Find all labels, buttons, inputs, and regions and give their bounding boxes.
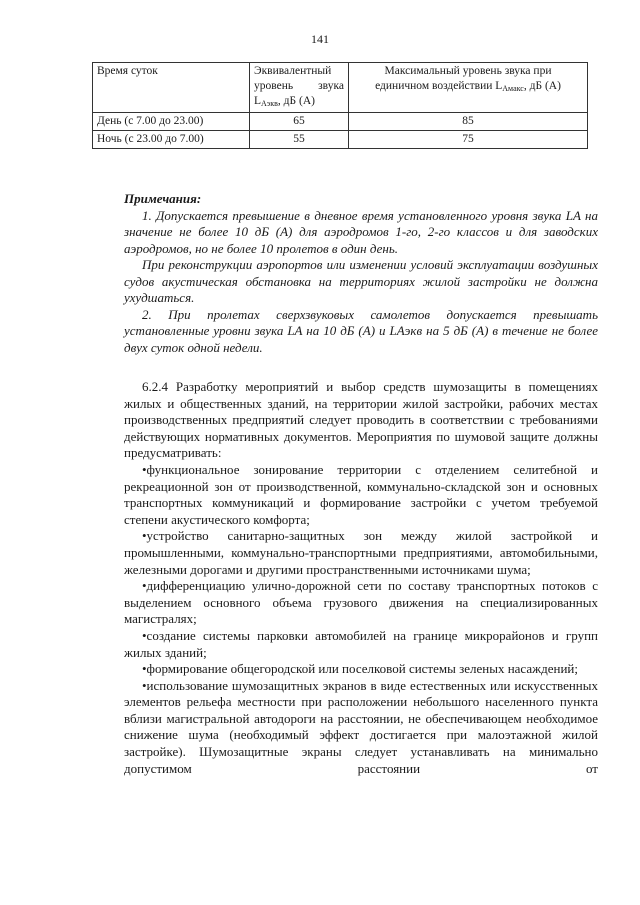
row-period: День (с 7.00 до 23.00) bbox=[93, 113, 250, 131]
row-lmax: 75 bbox=[349, 131, 588, 149]
header-max-level: Максимальный уровень звука при единичном воздействии $L_{Амакс}$, дБ (А) bbox=[349, 63, 588, 113]
noise-limits-table bbox=[92, 62, 588, 149]
row-leq: 55 bbox=[250, 131, 349, 149]
main-text bbox=[124, 379, 598, 777]
row-lmax: 85 bbox=[349, 113, 588, 131]
list-item: •функциональное зонирование территории с отделением селитебной и рекреационной зон от производственной, коммунально-складской зон и основных транспортных коммуникаций и формирование застройки с учетом требуемой степени акустического комфорта; bbox=[124, 461, 598, 527]
page-number: 141 bbox=[311, 32, 329, 46]
list-item: •дифференциацию улично-дорожной сети по составу транспортных потоков с выделением основного объема грузового движения на специализированных магистралях; bbox=[124, 578, 598, 627]
header-equivalent-level: Эквивалентный уровень звука $L_{Аэкв}$, дБ (А) bbox=[250, 63, 349, 113]
list-item: •создание системы парковки автомобилей на границе микрорайонов и групп жилых зданий; bbox=[124, 627, 598, 660]
paragraph-6-2-4: 6.2.4 Разработку мероприятий и выбор средств шумозащиты в помещениях жилых и общественных зданий, на территории жилой застройки, рабочих местах производственных предприятий следует проводить в соответствии с требованиями действующих нормативных документов. Мероприятия по шумовой защите должны предусматривать: bbox=[124, 379, 598, 461]
list-item: •устройство санитарно-защитных зон между жилой застройкой и промышленными, коммунально-транспортными предприятиями, автомобильными, железными дорогами и другими пространственными источниками шума; bbox=[124, 528, 598, 577]
table-header-row bbox=[93, 63, 588, 113]
note-1-continued: При реконструкции аэропортов или изменении условий эксплуатации воздушных судов акустическая обстановка на территориях жилой застройки не должна ухудшаться. bbox=[124, 257, 598, 305]
list-item: •формирование общегородской или поселковой системы зеленых насаждений; bbox=[142, 661, 578, 677]
list-item: •использование шумозащитных экранов в виде естественных или искусственных элементов рельефа местности при расположении небольшого населенного пункта вблизи магистральной автодороги на расстоянии, не обеспечивающем необходимое снижение шума (необходимый эффект достигается при малоэтажной жилой застройке). Шумозащитные экраны следует устанавливать на минимально допустимом расстоянии от bbox=[124, 677, 598, 776]
note-1: 1. Допускается превышение в дневное время установленного уровня звука LA на значение не более 10 дБ (А) для аэродромов 1-го, 2-го классов и для заводских аэродромов, но не более 10 пролетов в один день. bbox=[124, 207, 598, 256]
notes-title: Примечания: bbox=[124, 191, 202, 206]
table-row bbox=[93, 131, 588, 149]
row-leq: 65 bbox=[250, 113, 349, 131]
header-time-of-day: Время суток bbox=[93, 63, 250, 113]
notes-section bbox=[124, 191, 598, 356]
note-2: 2. При пролетах сверхзвуковых самолетов допускается превышать установленные уровни звука LA на 10 дБ (А) и LAэкв на 5 дБ (А) в течение не более двух суток одной недели. bbox=[124, 306, 598, 355]
table-row bbox=[93, 113, 588, 131]
row-period: Ночь (с 23.00 до 7.00) bbox=[93, 131, 250, 149]
